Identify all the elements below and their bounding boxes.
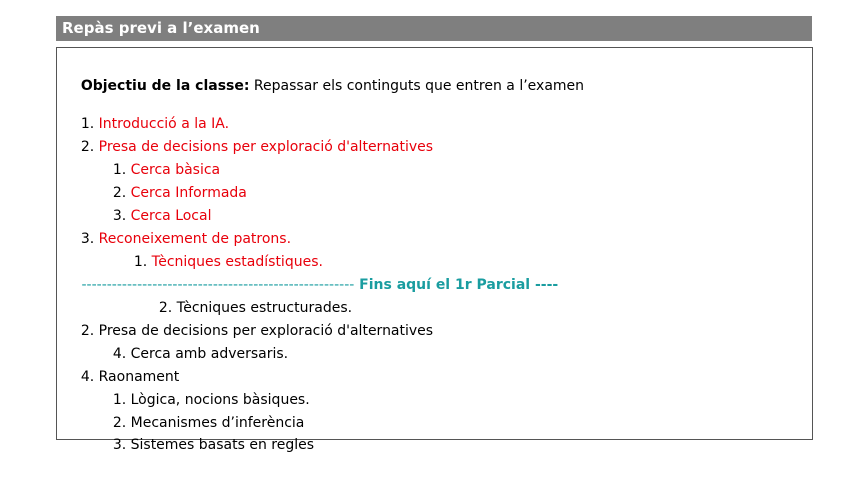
item-number: 2. (80, 323, 95, 339)
item-number: 3. (112, 437, 127, 453)
item-number: 1. (133, 254, 148, 270)
content-box (56, 47, 813, 453)
item-text: Presa de decisions per exploració d'alternatives (98, 323, 434, 339)
item-number: 3. (112, 208, 127, 224)
item-number: 1. (112, 392, 127, 408)
item-number: 1. (112, 162, 127, 178)
item-text: Cerca Informada (130, 185, 247, 201)
item-number: 2. (112, 185, 127, 201)
item-number: 2. (112, 415, 127, 431)
item-number: 4. (80, 369, 95, 385)
item-number: 1. (80, 116, 95, 132)
item-number: 2. (158, 300, 173, 316)
item-text: Reconeixement de patrons. (98, 231, 292, 247)
item-text: Cerca amb adversaris. (130, 346, 289, 362)
separator-dashes: ------------------------------------------------------ (81, 277, 355, 293)
item-text: Mecanismes d’inferència (130, 415, 305, 431)
item-number: 2. (80, 139, 95, 155)
section-title: Repàs previ a l’examen (62, 19, 260, 37)
item-text: Sistemes basats en regles (130, 437, 315, 453)
item-text: Cerca Local (130, 208, 212, 224)
objective-text: Repassar els continguts que entren a l’examen (249, 78, 585, 94)
objective-label: Objectiu de la classe: (80, 78, 250, 94)
separator-label: Fins aquí el 1r Parcial ---- (354, 277, 559, 293)
section-header (56, 16, 812, 41)
item-text: Introducció a la IA. (98, 116, 230, 132)
item-text: Raonament (98, 369, 180, 385)
item-text: Lògica, nocions bàsiques. (130, 392, 310, 408)
item-number: 4. (112, 346, 127, 362)
item-text: Tècniques estadístiques. (151, 254, 323, 270)
item-text: Tècniques estructurades. (176, 300, 353, 316)
item-text: Cerca bàsica (130, 162, 221, 178)
outline-subitem (95, 415, 314, 475)
item-number: 3. (80, 231, 95, 247)
item-text: Presa de decisions per exploració d'alternatives (98, 139, 434, 155)
